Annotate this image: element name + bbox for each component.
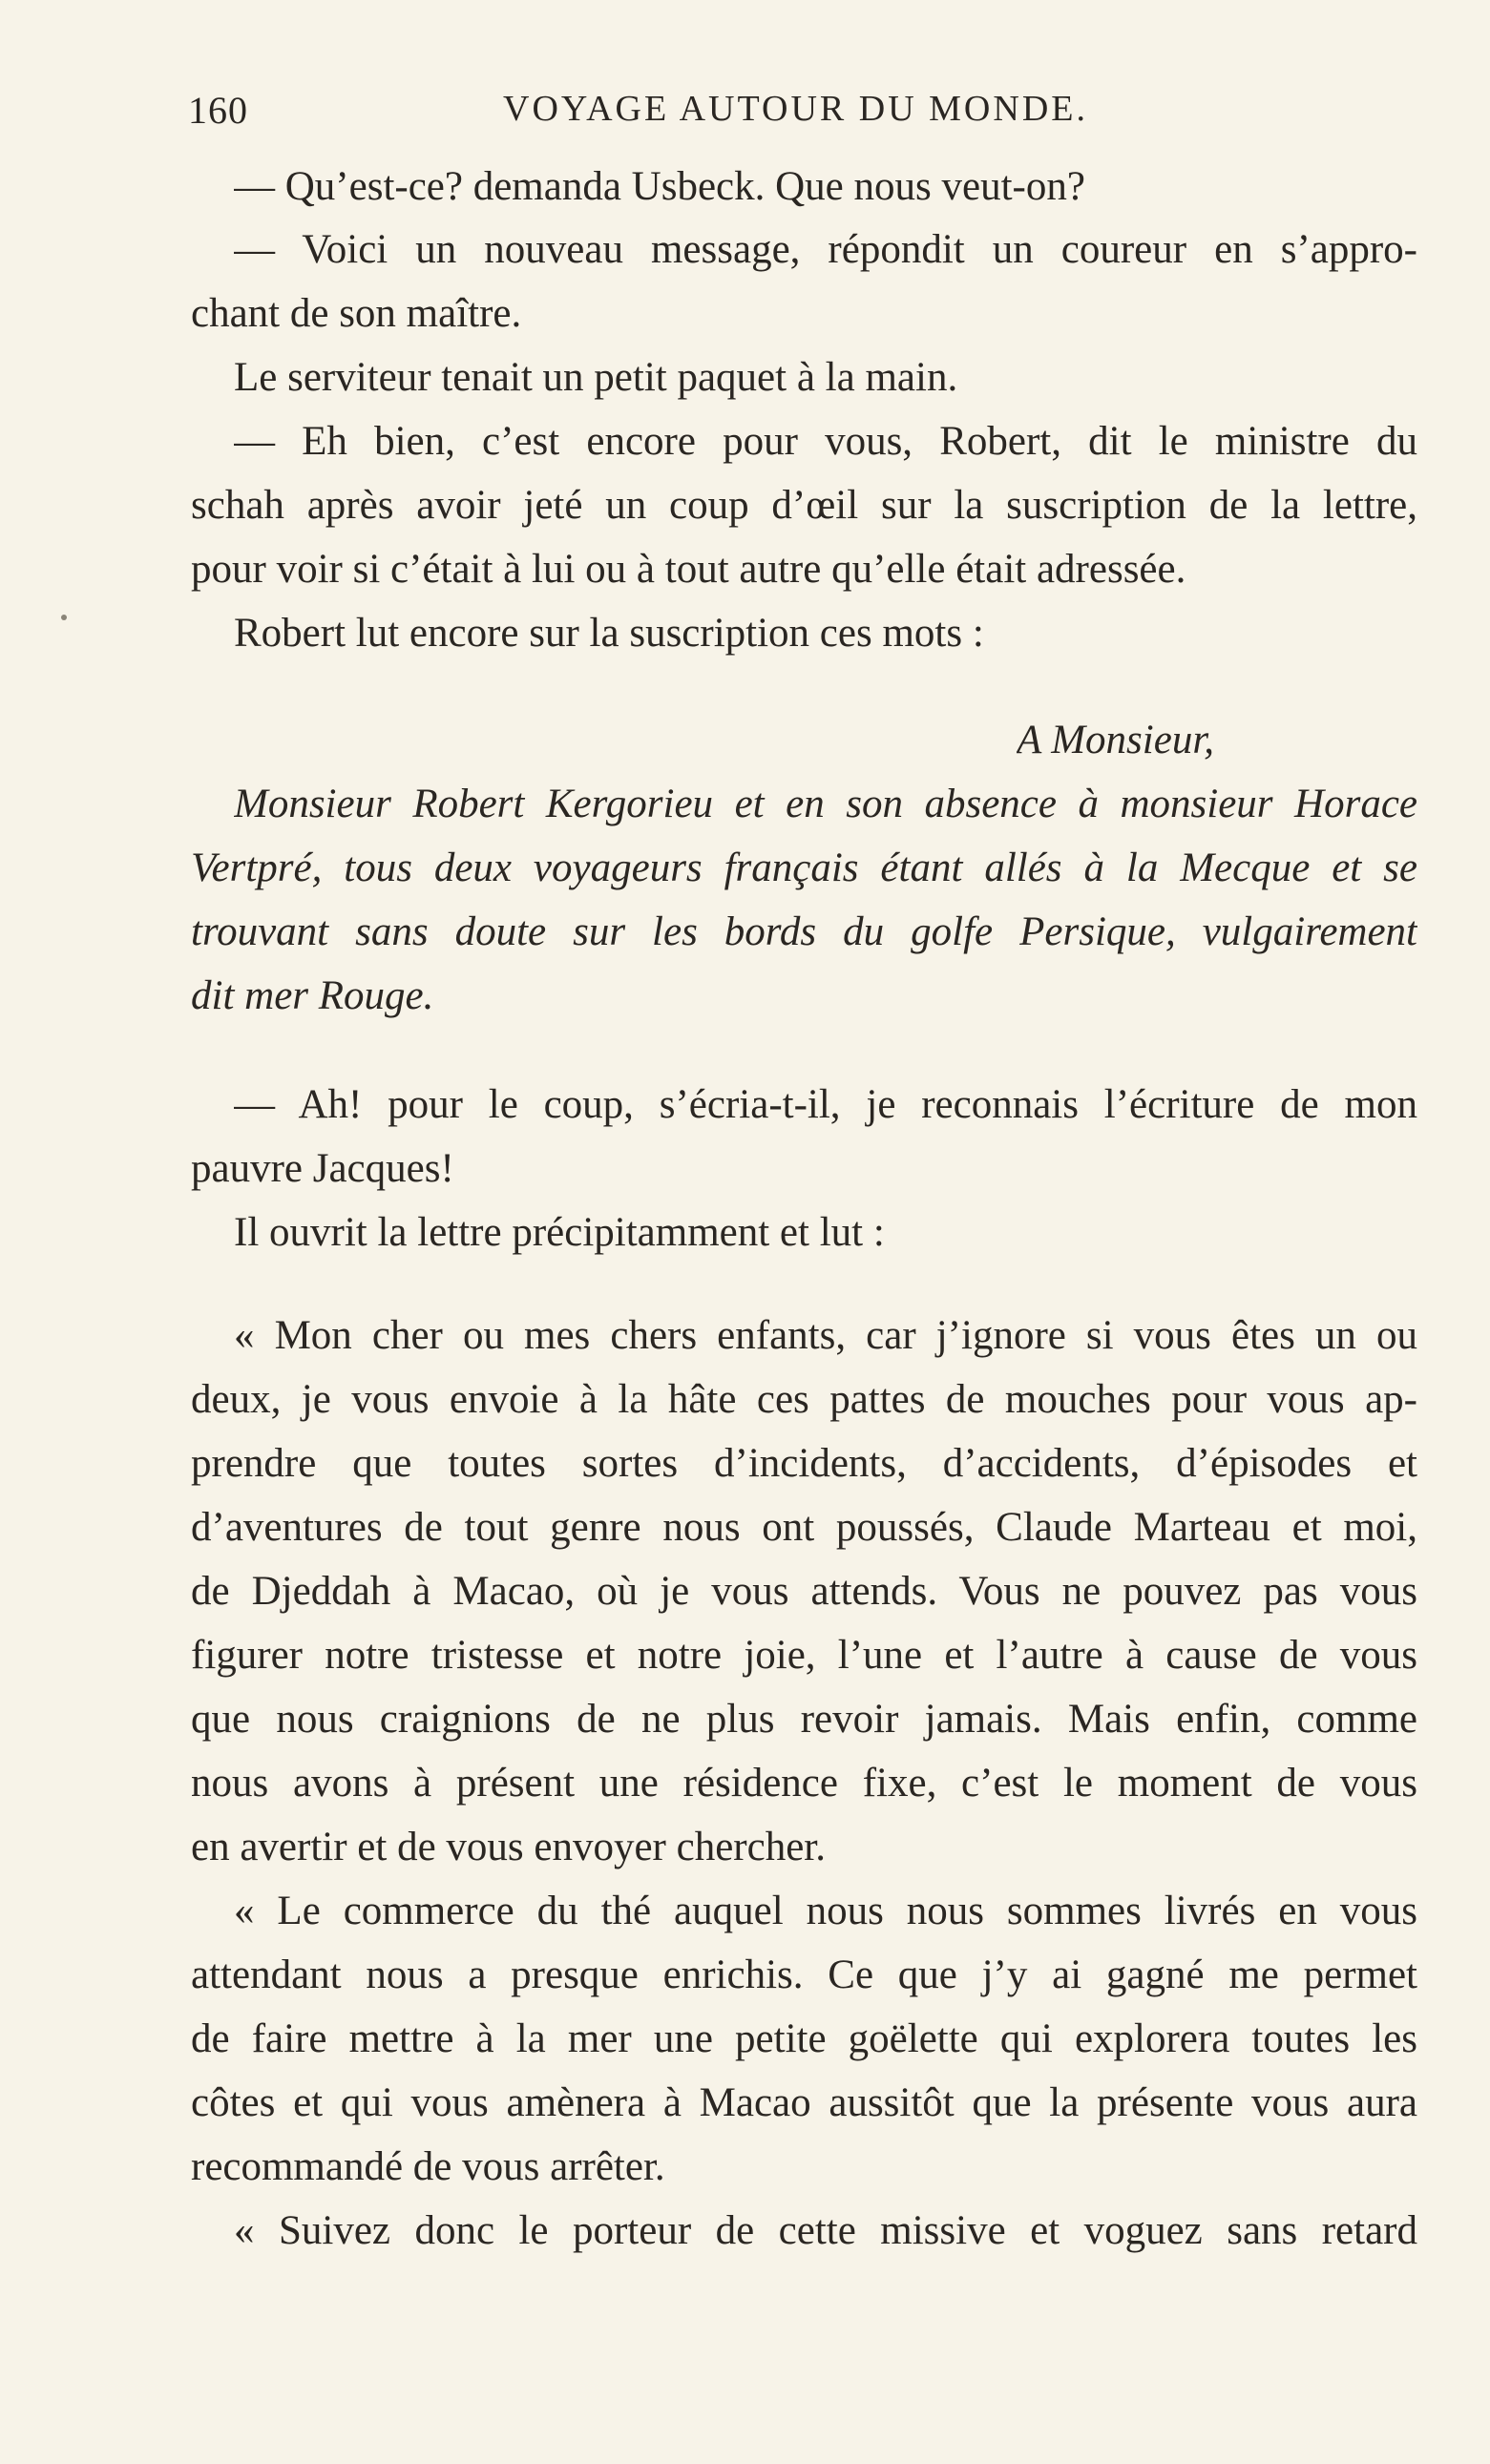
address-line: Vertpré, tous deux voyageurs français étant allés à la Mecque et se [191, 846, 1417, 890]
text-line: — Voici un nouveau message, répondit un coureur en s’appro- [234, 227, 1417, 272]
letter-line: « Suivez donc le porteur de cette missive et voguez sans retard [234, 2208, 1417, 2253]
address-line: trouvant sans doute sur les bords du golfe Persique, vulgairement [191, 909, 1417, 954]
text-line: — Eh bien, c’est encore pour vous, Robert, dit le ministre du [234, 419, 1417, 464]
text-line: schah après avoir jeté un coup d’œil sur la suscription de la lettre, [191, 483, 1417, 528]
letter-line: nous avons à présent une résidence fixe, c’est le moment de vous [191, 1761, 1417, 1806]
letter-line: en avertir et de vous envoyer chercher. [191, 1825, 826, 1869]
letter-line: recommandé de vous arrêter. [191, 2144, 665, 2189]
letter-line: prendre que toutes sortes d’incidents, d’accidents, d’épisodes et [191, 1441, 1417, 1486]
paper-speck [61, 615, 67, 620]
after-address-text [191, 1076, 1417, 1267]
letter-line: attendant nous a presque enrichis. Ce que j’y ai gagné me permet [191, 1952, 1417, 1997]
letter-line: « Mon cher ou mes chers enfants, car j’ignore si vous êtes un ou [234, 1313, 1417, 1358]
running-title: VOYAGE AUTOUR DU MONDE. [503, 89, 1088, 129]
text-line: — Qu’est-ce? demanda Usbeck. Que nous veut-on? [234, 164, 1085, 209]
text-line: pour voir si c’était à lui ou à tout autre qu’elle était adressée. [191, 547, 1186, 592]
text-line: — Ah! pour le coup, s’écria-t-il, je reconnais l’écriture de mon [234, 1082, 1417, 1127]
letter-line: figurer notre tristesse et notre joie, l’une et l’autre à cause de vous [191, 1633, 1417, 1678]
letter-line: « Le commerce du thé auquel nous nous sommes livrés en vous [234, 1889, 1417, 1933]
text-line: Le serviteur tenait un petit paquet à la main. [234, 355, 958, 400]
letter-line: de faire mettre à la mer une petite goëlette qui explorera toutes les [191, 2016, 1417, 2061]
address-line: dit mer Rouge. [191, 973, 434, 1018]
text-line: chant de son maître. [191, 291, 522, 336]
address-line: Monsieur Robert Kergorieu et en son absence à monsieur Horace [234, 782, 1417, 826]
letter-body [191, 1307, 1417, 2281]
letter-line: d’aventures de tout genre nous ont poussés, Claude Marteau et moi, [191, 1505, 1417, 1550]
page-header [188, 88, 1415, 141]
letter-line: deux, je vous envoie à la hâte ces pattes de mouches pour vous ap- [191, 1377, 1417, 1422]
letter-line: de Djeddah à Macao, où je vous attends. Vous ne pouvez pas vous [191, 1569, 1417, 1614]
text-line: Il ouvrit la lettre précipitamment et lut : [234, 1210, 885, 1255]
letter-address [191, 712, 1417, 1036]
text-line: pauvre Jacques! [191, 1146, 454, 1191]
opening-text [191, 158, 1417, 674]
letter-line: que nous craignions de ne plus revoir jamais. Mais enfin, comme [191, 1697, 1417, 1742]
address-salutation: A Monsieur, [1017, 718, 1215, 762]
text-line: Robert lut encore sur la suscription ces mots : [234, 611, 984, 656]
page-number: 160 [188, 89, 248, 132]
letter-line: côtes et qui vous amènera à Macao aussitôt que la présente vous aura [191, 2080, 1417, 2125]
